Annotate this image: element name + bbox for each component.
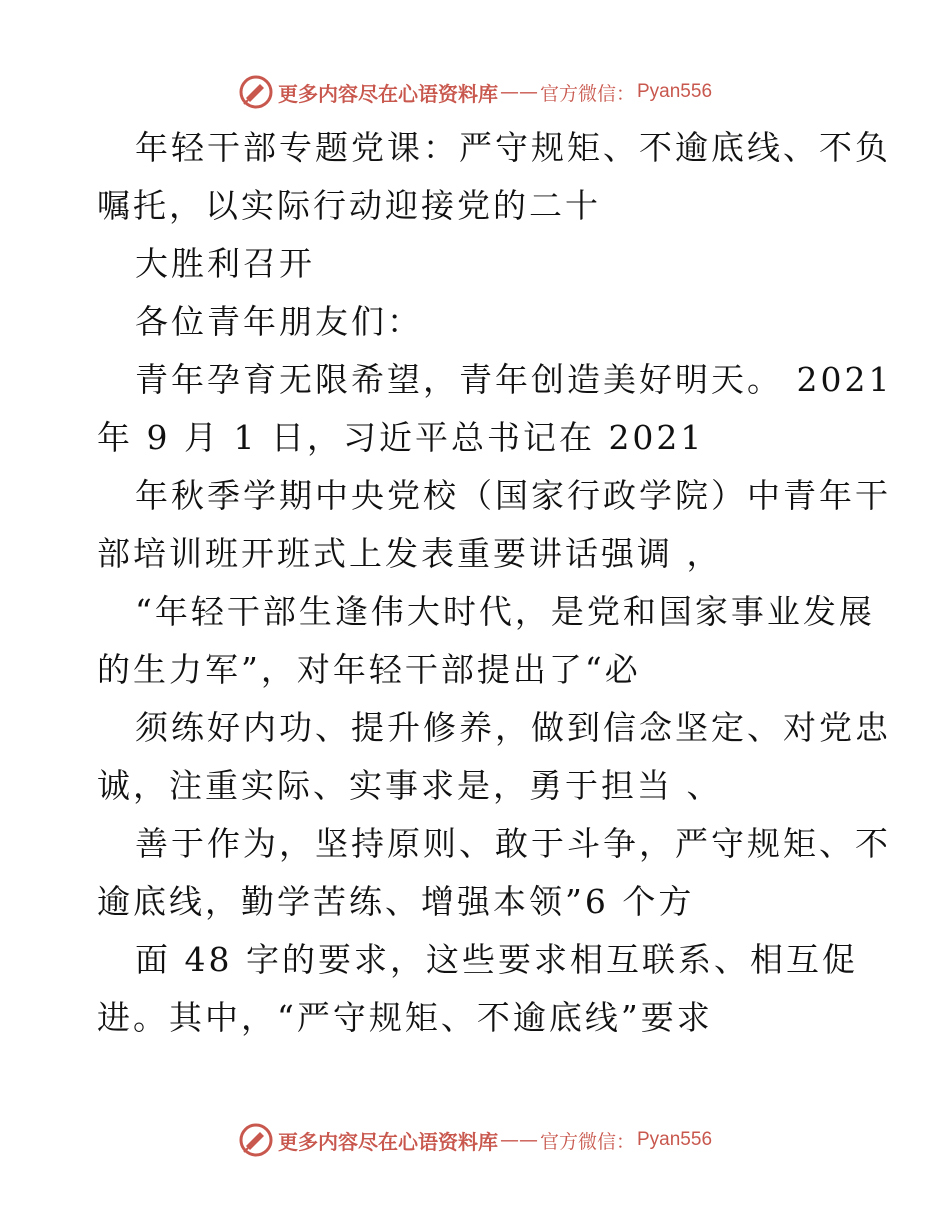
- watermark-main-text: 更多内容尽在心语资料库: [277, 1129, 498, 1154]
- title-line-2: 嘱托，以实际行动迎接党的二十: [97, 186, 601, 225]
- paragraph-line: 善于作为，坚持原则、敢于斗争，严守规矩、不: [135, 824, 891, 863]
- watermark-dash: ——: [499, 81, 538, 103]
- paragraph-line: 部培训班开班式上发表重要讲话强调 ，: [97, 534, 723, 573]
- title-line-1: 年轻干部专题党课：严守规矩、不逾底线、不负: [135, 128, 891, 167]
- paragraph-line: 面 48 字的要求，这些要求相互联系、相互促: [135, 940, 858, 979]
- watermark-dash: ——: [499, 1129, 538, 1151]
- watermark-sub-text: 官方微信：: [539, 82, 635, 105]
- paragraph-line: 的生力军”，对年轻干部提出了“必: [97, 650, 641, 689]
- paragraph-line: 青年孕育无限希望，青年创造美好明天。 2021: [135, 360, 893, 399]
- pen-logo-icon: [238, 1122, 274, 1158]
- watermark-sub-text: 官方微信：: [539, 1130, 635, 1153]
- title-line-3: 大胜利召开: [135, 244, 315, 283]
- paragraph-line: 年 9 月 1 日，习近平总书记在 2021: [97, 418, 705, 457]
- paragraph-line: 年秋季学期中央党校（国家行政学院）中青年干: [135, 476, 891, 515]
- watermark-id-text: Pyan556: [637, 1129, 713, 1150]
- watermark-footer: [0, 1118, 950, 1162]
- paragraph-line: 逾底线，勤学苦练、增强本领”6 个方: [97, 882, 695, 921]
- salutation: 各位青年朋友们：: [135, 302, 423, 341]
- watermark-id-text: Pyan556: [637, 81, 713, 102]
- paragraph-line: 进。其中，“严守规矩、不逾底线”要求: [97, 998, 713, 1037]
- paragraph-line: “年轻干部生逢伟大时代，是党和国家事业发展: [135, 592, 875, 631]
- paragraph-line: 须练好内功、提升修养，做到信念坚定、对党忠: [135, 708, 891, 747]
- watermark-header: [0, 70, 950, 114]
- pen-logo-icon: [238, 74, 274, 110]
- watermark-main-text: 更多内容尽在心语资料库: [277, 81, 498, 106]
- paragraph-line: 诚，注重实际、实事求是，勇于担当 、: [97, 766, 723, 805]
